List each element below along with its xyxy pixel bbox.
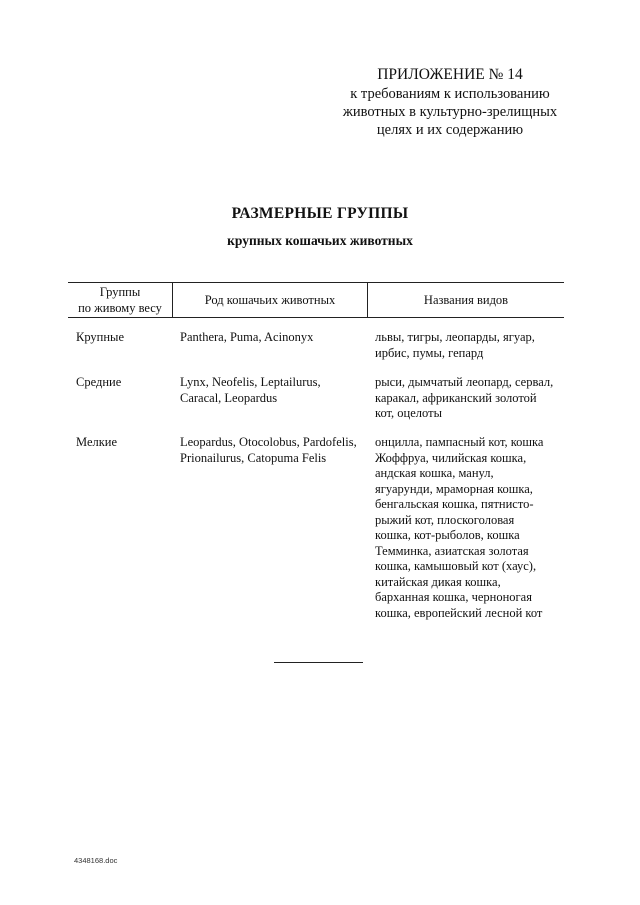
genus-line: Prionailurus, Catopuma Felis bbox=[180, 450, 327, 465]
table-row-group: Мелкие bbox=[76, 435, 118, 449]
species-line: Жоффруа, чилийская кошка, bbox=[375, 450, 527, 465]
appendix-line: целях и их содержанию bbox=[376, 122, 524, 138]
table-top-rule bbox=[68, 282, 564, 283]
appendix-block bbox=[300, 66, 600, 139]
table-row-species bbox=[375, 435, 543, 621]
species-line: каракал, африканский золотой bbox=[375, 390, 537, 405]
document-subtitle: крупных кошачьих животных bbox=[227, 233, 413, 248]
header-group-line: по живому весу bbox=[78, 301, 162, 315]
species-line: рыси, дымчатый леопард, сервал, bbox=[375, 375, 554, 389]
species-line: китайская дикая кошка, bbox=[375, 574, 501, 589]
genus-line: Lynx, Neofelis, Leptailurus, bbox=[180, 375, 321, 389]
genus-line: Panthera, Puma, Acinonyx bbox=[180, 330, 314, 344]
table-row-genus bbox=[180, 435, 357, 466]
document-title: РАЗМЕРНЫЕ ГРУППЫ bbox=[231, 205, 409, 222]
genus-line: Leopardus, Otocolobus, Pardofelis, bbox=[180, 435, 357, 449]
file-name: 4348168.doc bbox=[74, 856, 118, 865]
species-line: кошка, кот-рыболов, кошка bbox=[375, 528, 520, 542]
species-line: кот, оцелоты bbox=[375, 406, 442, 420]
species-line: ягуарунди, мраморная кошка, bbox=[375, 481, 533, 496]
table-row-species bbox=[375, 375, 553, 422]
species-line: кошка, камышовый кот (хаус), bbox=[375, 559, 537, 573]
header-group bbox=[68, 284, 172, 316]
species-line: Темминка, азиатская золотая bbox=[375, 543, 529, 558]
species-line: кошка, европейский лесной кот bbox=[375, 605, 543, 620]
species-line: львы, тигры, леопарды, ягуар, bbox=[375, 330, 535, 344]
species-line: андская кошка, манул, bbox=[375, 466, 494, 480]
table-row-group: Крупные bbox=[76, 330, 124, 344]
header-group-line: Группы bbox=[99, 285, 141, 299]
species-line: ирбис, пумы, гепард bbox=[375, 345, 484, 360]
table-row-species bbox=[375, 330, 535, 361]
end-rule bbox=[274, 662, 363, 663]
species-line: бенгальская кошка, пятнисто- bbox=[375, 497, 534, 511]
table-row-genus bbox=[180, 330, 313, 346]
genus-line: Caracal, Leopardus bbox=[180, 390, 278, 405]
appendix-line: животных в культурно-зрелищных bbox=[342, 104, 558, 120]
species-line: барханная кошка, черноногая bbox=[375, 590, 532, 604]
species-line: рыжий кот, плоскоголовая bbox=[375, 512, 515, 527]
header-genus: Род кошачьих животных bbox=[204, 293, 336, 307]
table-row-genus bbox=[180, 375, 321, 406]
header-species: Названия видов bbox=[423, 293, 509, 307]
appendix-line: к требованиям к использованию bbox=[350, 86, 550, 102]
table-header-rule bbox=[68, 317, 564, 318]
table-row-group: Средние bbox=[76, 375, 122, 389]
appendix-number: ПРИЛОЖЕНИЕ № 14 bbox=[377, 66, 523, 83]
species-line: онцилла, пампасный кот, кошка bbox=[375, 435, 544, 449]
